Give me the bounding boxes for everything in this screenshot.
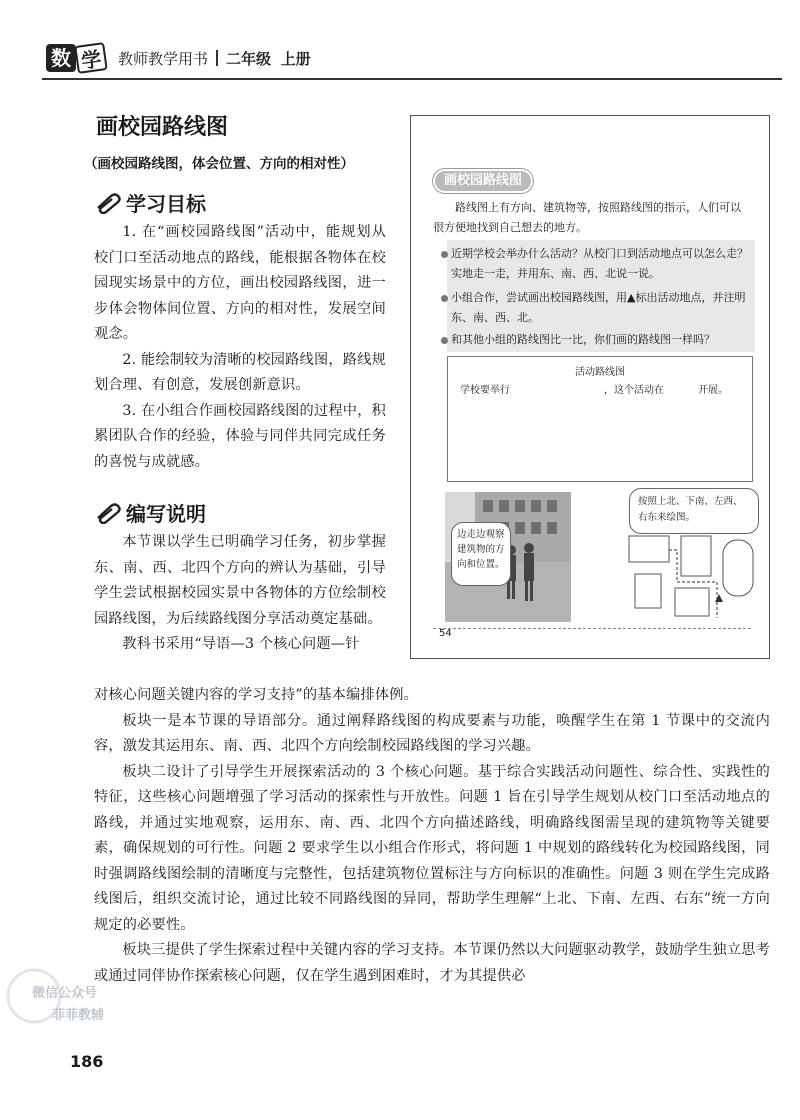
notes-paragraph: 教科书采用“导语—3 个核心问题—针 — [122, 636, 360, 652]
notes-paragraph: 板块一是本节课的导语部分。通过阐释路线图的构成要素与功能，唤醒学生在第 1 节课中的交流内容，激发其运用东、南、西、北四个方向绘制校园路线图的学习兴趣。 — [94, 712, 770, 754]
header-text — [118, 48, 311, 69]
textbook-question — [451, 288, 751, 328]
objective-item: 2. 能绘制较为清晰的校园路线图，路线规划合理、有创意，发展创新意识。 — [94, 351, 386, 393]
textbook-question-text: 和其他小组的路线图比一比，你们画的路线图一样吗？ — [451, 333, 715, 346]
paperclip-icon — [94, 502, 122, 524]
notes-short-column — [94, 530, 386, 658]
header-rule — [42, 78, 782, 80]
textbook-badge: 画校园路线图 — [433, 169, 533, 193]
activity-route-box — [447, 356, 753, 482]
textbook-page-number: 54 — [439, 628, 452, 639]
header-book: 教师教学用书 — [118, 50, 209, 68]
speech-bubble-right: 按照上北、下南、左西、右东来绘图。 — [629, 488, 759, 534]
activity-text-b: ，这个活动在 — [604, 385, 664, 396]
textbook-footer-rule — [433, 628, 751, 629]
textbook-page-figure — [410, 115, 770, 659]
notes-heading-text: 编写说明 — [126, 502, 206, 526]
header-volume: 上册 — [280, 50, 311, 68]
objectives-list — [94, 220, 386, 475]
notes-paragraph-cont: 对核心问题关键内容的学习支持”的基本编排体例。 — [94, 687, 418, 703]
bullet-icon — [441, 295, 448, 302]
watermark-line-1: 微信公众号 — [32, 986, 98, 1001]
activity-text-c: 开展。 — [698, 385, 728, 396]
objective-item: 1. 在“画校园路线图”活动中，能规划从校门口至活动地点的路线，能根据各物体在校园现实场景中的方位，画出校园路线图，进一步体会物体间位置、方向的相对性，发展空间观念。 — [94, 224, 386, 342]
route-map-sketch — [625, 530, 759, 622]
lesson-title: 画校园路线图 — [96, 115, 229, 140]
objective-item: 3. 在小组合作画校园路线图的过程中，积累团队合作的经验，体验与同伴共同完成任务的喜悦与成就感。 — [94, 402, 386, 470]
math-logo — [46, 44, 108, 74]
header-grade: 二年级 — [226, 50, 272, 68]
textbook-question-text: 小组合作，尝试画出校园路线图，用▲标出活动地点，并注明东、南、西、北。 — [451, 291, 746, 324]
textbook-question — [451, 330, 751, 350]
notes-paragraph: 本节课以学生已明确学习任务，初步掌握东、南、西、北四个方向的辨认为基础，引导学生尝试根据校园实景中各物体的方位绘制校园路线图，为后续路线图分享活动奠定基础。 — [94, 534, 386, 627]
logo-char-1: 数 — [46, 44, 76, 72]
textbook-question-text: 近期学校会举办什么活动？从校门口到活动地点可以怎么走？实地走一走，并用东、南、西、北说一说。 — [451, 247, 748, 280]
bullet-icon — [441, 337, 448, 344]
objectives-heading — [94, 188, 206, 217]
activity-text-a: 学校要举行 — [460, 385, 510, 396]
paperclip-icon — [94, 192, 122, 214]
notes-heading — [94, 498, 206, 527]
speech-bubble-left: 边走边观察建筑物的方向和位置。 — [451, 522, 511, 586]
textbook-question — [451, 244, 751, 284]
lesson-subtitle: （画校园路线图，体会位置、方向的相对性） — [84, 156, 354, 172]
logo-char-2: 学 — [74, 42, 108, 74]
objectives-heading-text: 学习目标 — [126, 192, 206, 216]
watermark-line-2: 菲菲教辅 — [52, 1008, 105, 1023]
notes-paragraph: 板块三提供了学生探索过程中关键内容的学习支持。本节课仍然以大问题驱动教学，鼓励学生独立思考或通过同伴协作探索核心问题，仅在学生遇到困难时，才为其提供必 — [94, 942, 770, 984]
textbook-intro — [433, 198, 751, 238]
notes-full-column — [94, 683, 770, 989]
activity-box-title: 活动路线图 — [575, 367, 625, 378]
page-number: 186 — [70, 1052, 104, 1071]
running-header — [42, 40, 782, 80]
watermark — [4, 966, 124, 1030]
bullet-icon — [441, 251, 448, 258]
textbook-intro-text: 路线图上有方向、建筑物等，按照路线图的指示，人们可以很方便地找到自己想去的地方。 — [433, 201, 741, 234]
header-divider — [216, 50, 218, 66]
notes-paragraph: 板块二设计了引导学生开展探索活动的 3 个核心问题。基于综合实践活动问题性、综合性、实践性的特征，这些核心问题增强了学习活动的探索性与开放性。问题 1 旨在引导学生规划从校门口至活动地点的路线，并通过实地观察，运用东、南、西、北四个方向描述路线，明确路线图需呈现的建筑物等关键要素，确保规划的可行性。问题 2 要求学生以小组合作形式，将问题 1 中规划的路线转化为校园路线图，同时强调路线图绘制的清晰度与完整性，包括建筑物位置标注与方向标识的准确性。问题 3 则在学生完成路线图后，组织交流讨论，通过比较不同路线图的异同，帮助学生理解“上北、下南、左西、右东”统一方向规定的必要性。 — [94, 763, 770, 933]
